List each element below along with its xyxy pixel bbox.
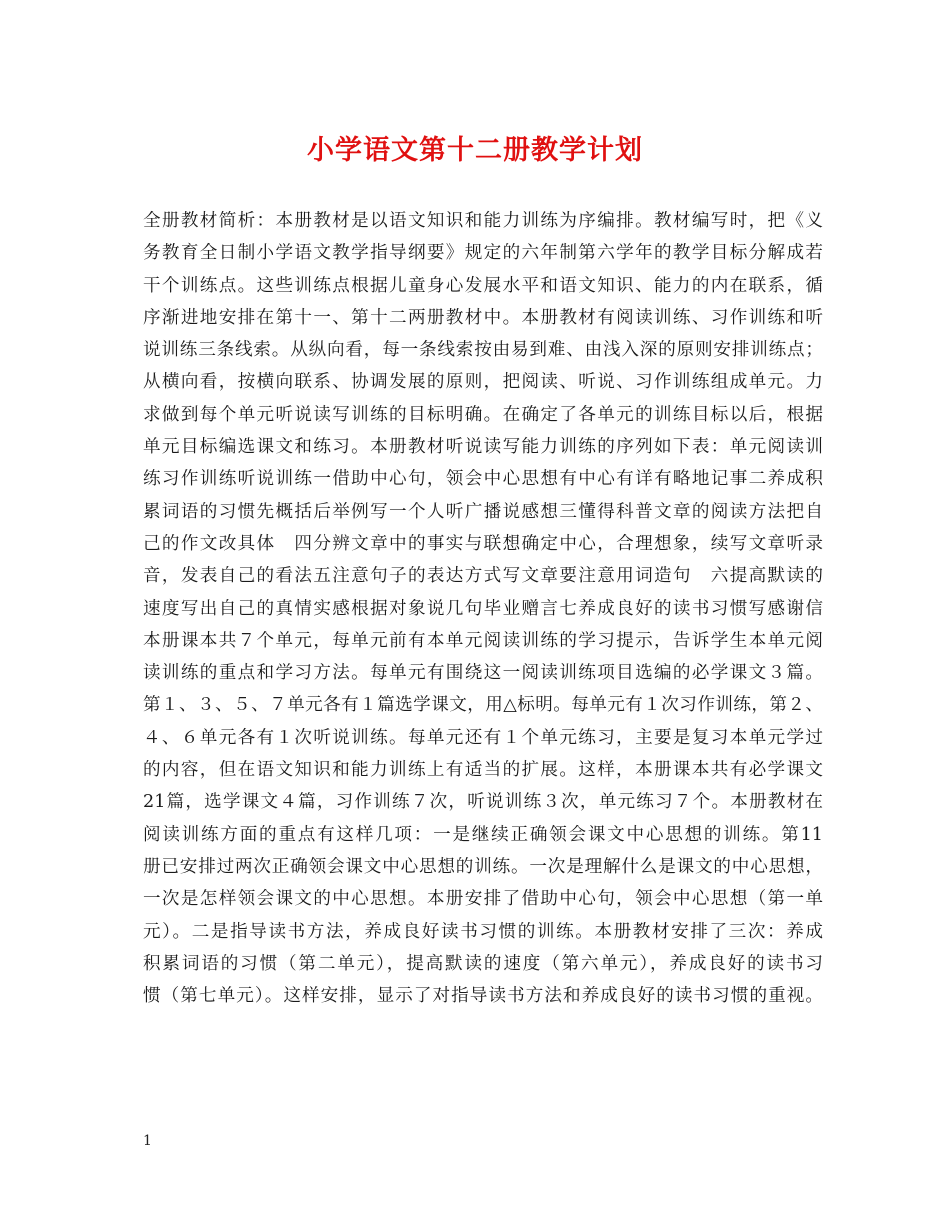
body-line: 全册教材简析：本册教材是以语文知识和能力训练为序编排。教材编写时，把《义 bbox=[143, 211, 823, 231]
body-line: 累词语的习惯先概括后举例写一个人听广播说感想三懂得科普文章的阅读方法把自 bbox=[143, 501, 823, 522]
body-line: 第１、３、５、７单元各有１篇选学课文，用△标明。每单元有１次习作训练，第２、 bbox=[143, 695, 823, 716]
body-line: 序渐进地安排在第十一、第十二两册教材中。本册教材有阅读训练、习作训练和听 bbox=[143, 307, 823, 328]
body-line: 册已安排过两次正确领会课文中心思想的训练。一次是理解什么是课文的中心思想， bbox=[143, 856, 823, 877]
body-line: 一次是怎样领会课文的中心思想。本册安排了借助中心句，领会中心思想（第一单 bbox=[143, 889, 823, 910]
body-line: 积累词语的习惯（第二单元），提高默读的速度（第六单元），养成良好的读书习 bbox=[143, 953, 823, 974]
body-line: 干个训练点。这些训练点根据儿童身心发展水平和语文知识、能力的内在联系，循 bbox=[143, 275, 823, 296]
body-line: 阅读训练方面的重点有这样几项：一是继续正确领会课文中心思想的训练。第11 bbox=[143, 824, 823, 845]
body-line: 的内容，但在语文知识和能力训练上有适当的扩展。这样，本册课本共有必学课文 bbox=[143, 760, 823, 781]
body-line: 求做到每个单元听说读写训练的目标明确。在确定了各单元的训练目标以后，根据 bbox=[143, 404, 823, 425]
body-line: 音，发表自己的看法五注意句子的表达方式写文章要注意用词造句 六提高默读的 bbox=[143, 566, 823, 587]
body-line: 速度写出自己的真情实感根据对象说几句毕业赠言七养成良好的读书习惯写感谢信 bbox=[143, 598, 823, 619]
body-line: 从横向看，按横向联系、协调发展的原则，把阅读、听说、习作训练组成单元。力 bbox=[143, 372, 823, 393]
body-line: 读训练的重点和学习方法。每单元有围绕这一阅读训练项目选编的必学课文３篇。 bbox=[143, 663, 823, 684]
body-line: 21篇，选学课文４篇，习作训练７次，听说训练３次，单元练习７个。本册教材在 bbox=[143, 792, 823, 813]
body-line: 练习作训练听说训练一借助中心句，领会中心思想有中心有详有略地记事二养成积 bbox=[143, 469, 823, 490]
body-line: ４、６单元各有１次听说训练。每单元还有１个单元练习，主要是复习本单元学过 bbox=[143, 727, 823, 748]
document-title: 小学语文第十二册教学计划 bbox=[307, 135, 643, 166]
body-line: 惯（第七单元）。这样安排，显示了对指导读书方法和养成良好的读书习惯的重视。 bbox=[143, 986, 823, 1007]
page-number: 1 bbox=[143, 1133, 152, 1149]
body-line: 元）。二是指导读书方法，养成良好读书习惯的训练。本册教材安排了三次：养成 bbox=[143, 921, 823, 942]
body-line: 说训练三条线索。从纵向看，每一条线索按由易到难、由浅入深的原则安排训练点； bbox=[143, 340, 823, 361]
body-line: 单元目标编选课文和练习。本册教材听说读写能力训练的序列如下表：单元阅读训 bbox=[143, 437, 823, 458]
body-line: 己的作文改具体 四分辨文章中的事实与联想确定中心，合理想象，续写文章听录 bbox=[143, 533, 823, 554]
document-body bbox=[143, 205, 823, 1012]
body-line: 务教育全日制小学语文教学指导纲要》规定的六年制第六学年的教学目标分解成若 bbox=[143, 243, 823, 264]
body-line: 本册课本共７个单元，每单元前有本单元阅读训练的学习提示，告诉学生本单元阅 bbox=[143, 630, 823, 651]
